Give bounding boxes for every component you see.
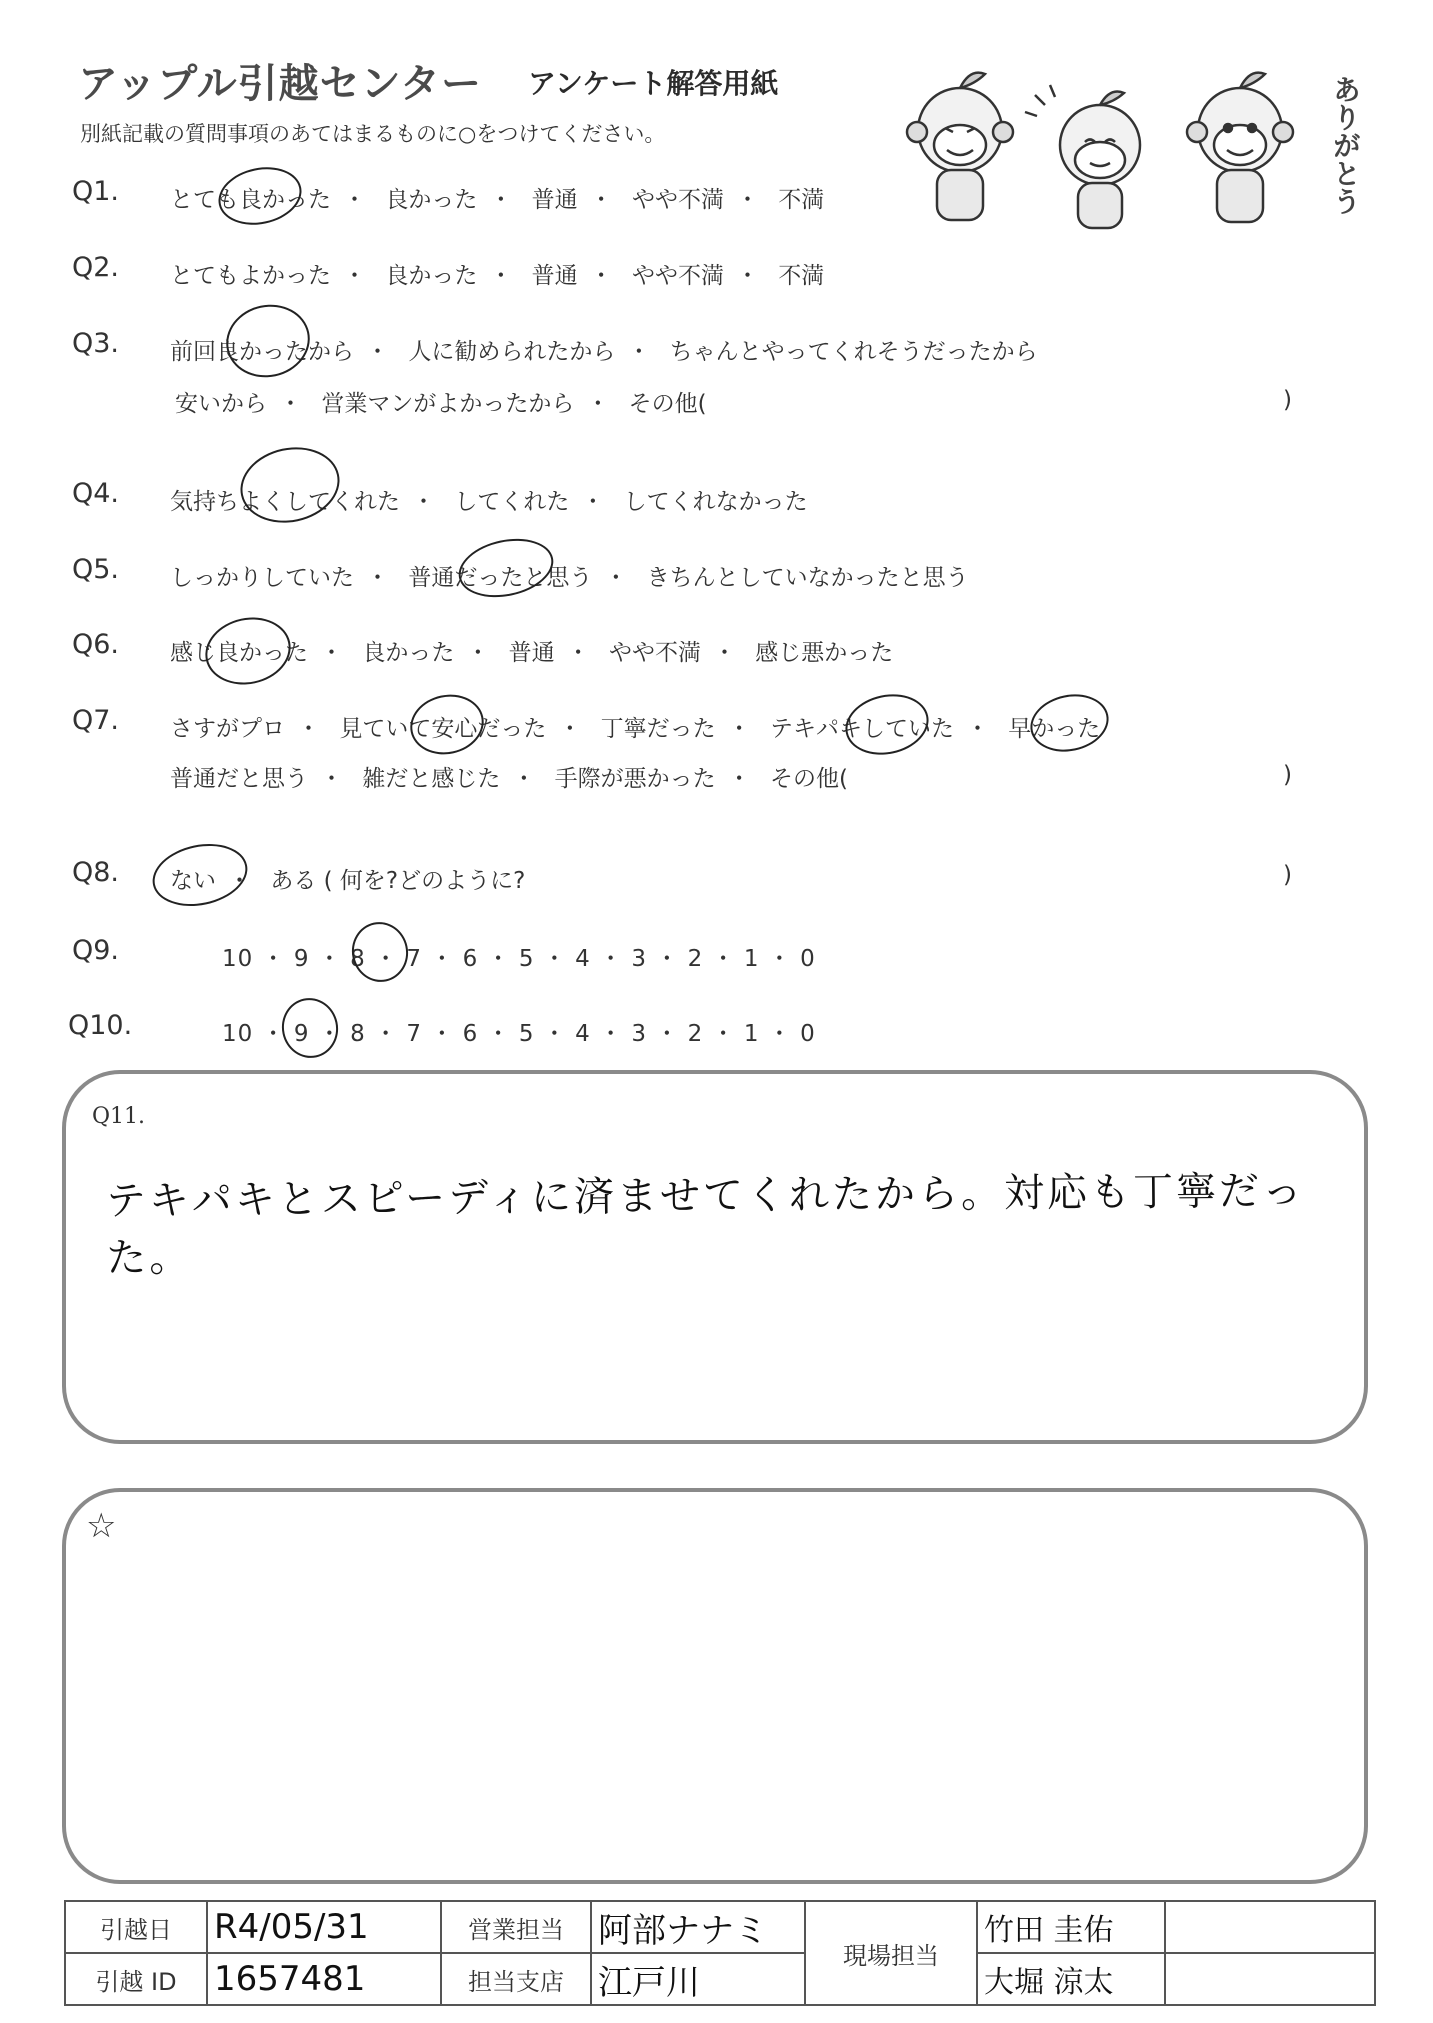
brand-title: アップル引越センター xyxy=(78,61,482,107)
q3-option[interactable]: 安いから xyxy=(175,391,267,417)
q7-option[interactable]: 早かった xyxy=(1008,716,1101,742)
q3-options-line1: 前回良かったから ・ 人に勧められたから ・ ちゃんとやってくれそうだったから xyxy=(170,339,1038,365)
field-staff-1: 竹田 圭佑 xyxy=(977,1901,1165,1953)
q7-option[interactable]: さすがプロ xyxy=(170,716,285,742)
q4-option[interactable]: してくれた xyxy=(454,489,570,515)
q7-option[interactable]: 雑だと感じた xyxy=(362,766,501,792)
q1-option[interactable]: 良かった xyxy=(385,187,478,213)
q1-option[interactable]: とても良かった xyxy=(170,187,331,213)
q9-scale[interactable]: 10 ・ 9 ・ 8 ・ 7 ・ 6 ・ 5 ・ 4 ・ 3 ・ 2 ・ 1 ・ 0 xyxy=(222,946,816,972)
move-id-value: 1657481 xyxy=(207,1953,441,2005)
q7-option[interactable]: 丁寧だった xyxy=(600,716,716,742)
q8-selection-circle xyxy=(147,836,253,915)
q2-option[interactable]: やや不満 xyxy=(631,263,724,289)
q5-selection-circle xyxy=(453,531,559,606)
branch-value: 江戸川 xyxy=(591,1953,805,2005)
q5-option[interactable]: 普通だったと思う xyxy=(408,565,593,591)
q4-option[interactable]: してくれなかった xyxy=(623,489,808,515)
q4-option[interactable]: 気持ちよくしてくれた xyxy=(170,489,400,515)
q6-option[interactable]: 感じ悪かった xyxy=(755,640,894,666)
q5-option[interactable]: しっかりしていた xyxy=(170,565,354,591)
q7-option[interactable]: テキパキしていた xyxy=(769,716,954,742)
q2-option[interactable]: 普通 xyxy=(531,263,578,289)
q5-label: Q5. xyxy=(72,554,120,585)
field-staff-empty-2 xyxy=(1165,1953,1375,2005)
q2-option[interactable]: とてもよかった xyxy=(170,263,331,289)
q8-label: Q8. xyxy=(72,857,120,888)
q7-selection-circle xyxy=(405,688,490,761)
q5-option[interactable]: きちんとしていなかったと思う xyxy=(646,565,969,591)
q6-option[interactable]: 感じ良かった xyxy=(170,640,308,666)
q3-option[interactable]: 前回良かったから xyxy=(170,339,354,365)
q7-options-line2: 普通だと思う ・ 雑だと感じた ・ 手際が悪かった ・ その他( xyxy=(170,766,848,792)
q11-comment-box[interactable] xyxy=(62,1070,1368,1444)
q1-option[interactable]: 不満 xyxy=(778,187,825,213)
q1-option[interactable]: 普通 xyxy=(531,187,578,213)
q3-options-line2: 安いから ・ 営業マンがよかったから ・ その他( xyxy=(175,391,707,417)
q7-option[interactable]: 見ていて安心だった xyxy=(339,716,547,742)
field-staff-label: 現場担当 xyxy=(805,1901,977,2005)
q7-options-line1: さすがプロ ・ 見ていて安心だった ・ 丁寧だった ・ テキパキしていた ・ 早かった xyxy=(170,716,1101,742)
q6-option[interactable]: 普通 xyxy=(508,640,555,666)
q1-label: Q1. xyxy=(72,176,120,207)
star-icon: ☆ xyxy=(86,1506,117,1546)
q7-close-paren: ) xyxy=(1283,762,1292,788)
q4-options: 気持ちよくしてくれた ・ してくれた ・ してくれなかった xyxy=(170,489,808,515)
q1-options: とても良かった ・ 良かった ・ 普通 ・ やや不満 ・ 不満 xyxy=(170,187,825,213)
q6-selection-circle xyxy=(199,610,297,692)
q3-close-paren: ) xyxy=(1283,387,1292,413)
q6-label: Q6. xyxy=(72,629,120,660)
q2-option[interactable]: 不満 xyxy=(778,263,825,289)
q3-option[interactable]: その他( xyxy=(628,391,707,417)
q2-label: Q2. xyxy=(72,252,120,283)
q3-option[interactable]: 人に勧められたから xyxy=(408,339,616,365)
q10-selection-circle xyxy=(276,993,343,1063)
q2-option[interactable]: 良かった xyxy=(385,263,478,289)
instruction-text: 別紙記載の質問事項のあてはまるものに○をつけてください。 xyxy=(80,122,666,146)
q1-option[interactable]: やや不満 xyxy=(631,187,724,213)
sales-label: 営業担当 xyxy=(441,1901,591,1953)
q1-selection-circle xyxy=(213,160,307,232)
q8-option[interactable]: ある ( 何を?どのように? xyxy=(270,868,526,894)
sales-value: 阿部ナナミ xyxy=(591,1901,805,1953)
q5-options: しっかりしていた ・ 普通だったと思う ・ きちんとしていなかったと思う xyxy=(170,565,969,591)
field-staff-2: 大堀 涼太 xyxy=(977,1953,1165,2005)
q6-options: 感じ良かった ・ 良かった ・ 普通 ・ やや不満 ・ 感じ悪かった xyxy=(170,640,894,666)
q10-scale[interactable]: 10 ・ 9 ・ 8 ・ 7 ・ 6 ・ 5 ・ 4 ・ 3 ・ 2 ・ 1 ・ 0 xyxy=(222,1021,816,1047)
q6-option[interactable]: やや不満 xyxy=(608,640,701,666)
q7-option[interactable]: 普通だと思う xyxy=(170,766,308,792)
q9-selection-circle xyxy=(346,917,413,987)
q3-label: Q3. xyxy=(72,328,120,359)
q8-close-paren: ) xyxy=(1283,862,1292,888)
q4-selection-circle xyxy=(233,438,346,531)
move-date-value: R4/05/31 xyxy=(207,1901,441,1953)
field-staff-empty-1 xyxy=(1165,1901,1375,1953)
q3-selection-circle xyxy=(219,297,316,385)
monkey-mascots-illustration xyxy=(885,50,1365,240)
q3-option[interactable]: ちゃんとやってくれそうだったから xyxy=(669,339,1038,365)
q7-option[interactable]: その他( xyxy=(769,766,848,792)
move-id-label: 引越 ID xyxy=(65,1953,207,2005)
q6-option[interactable]: 良かった xyxy=(362,640,455,666)
free-comment-box[interactable] xyxy=(62,1488,1368,1884)
q8-option[interactable]: ない xyxy=(170,868,216,894)
q10-label: Q10. xyxy=(68,1010,133,1041)
q11-label: Q11. xyxy=(92,1104,146,1129)
q7-selection-circle xyxy=(1025,687,1114,758)
move-info-table xyxy=(64,1900,1376,2006)
form-subtitle: アンケート解答用紙 xyxy=(528,67,779,100)
q9-label: Q9. xyxy=(72,935,120,966)
q4-label: Q4. xyxy=(72,478,120,509)
move-date-label: 引越日 xyxy=(65,1901,207,1953)
q8-options: ない ・ ある ( 何を?どのように? xyxy=(170,868,526,894)
q2-options: とてもよかった ・ 良かった ・ 普通 ・ やや不満 ・ 不満 xyxy=(170,263,825,289)
q7-label: Q7. xyxy=(72,705,120,736)
q7-option[interactable]: 手際が悪かった xyxy=(554,766,716,792)
q11-handwritten-answer: テキパキとスピーディに済ませてくれたから。対応も丁寧だった。 xyxy=(105,1168,1306,1282)
branch-label: 担当支店 xyxy=(441,1953,591,2005)
q3-option[interactable]: 営業マンがよかったから xyxy=(321,391,575,417)
thanks-text: ありがとう xyxy=(1329,75,1362,215)
q7-selection-circle xyxy=(840,687,934,762)
